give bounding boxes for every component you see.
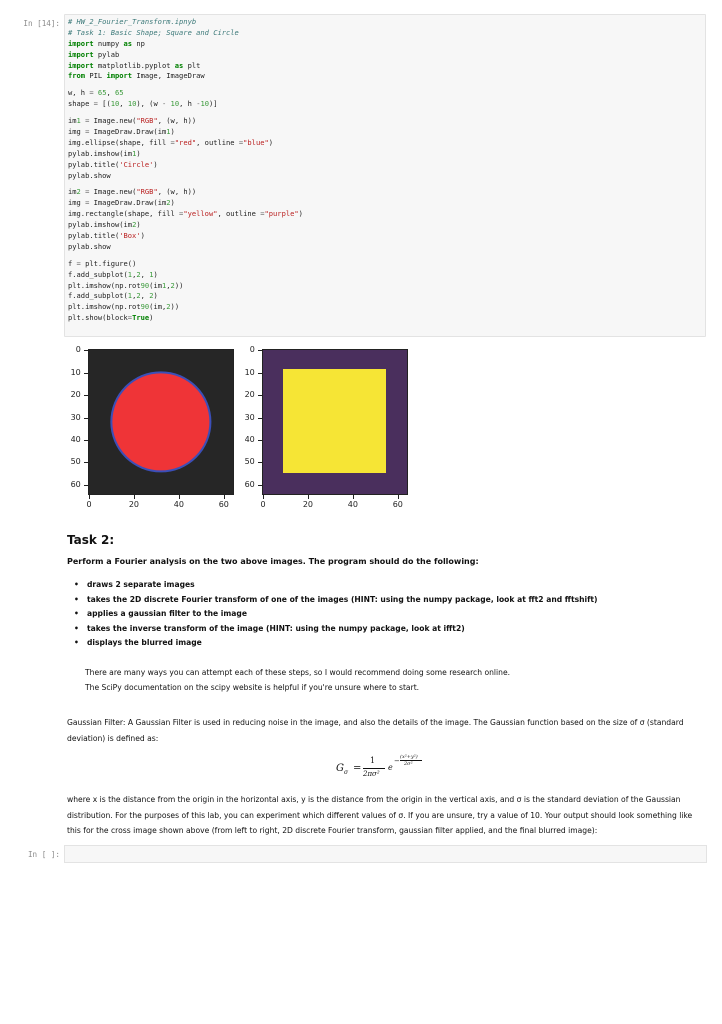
code-line: w, h = 65, 65 xyxy=(68,88,124,98)
x-tick-label: 20 xyxy=(302,500,314,509)
y-tick-label: 50 xyxy=(70,457,81,467)
output-plot-circle xyxy=(60,342,240,517)
circle-image xyxy=(89,350,234,495)
code-line: pylab.imshow(im1) xyxy=(68,148,141,158)
list-item: • takes the inverse transform of the image (HINT: using the numpy package, look at ifft2) xyxy=(72,624,598,639)
code-line: im1 = Image.new("RGB", (w, h)) xyxy=(68,116,197,126)
empty-code-cell[interactable] xyxy=(64,845,707,863)
x-tick xyxy=(89,495,90,499)
y-tick xyxy=(84,395,88,396)
x-tick xyxy=(353,495,354,499)
x-tick xyxy=(263,495,264,499)
code-line: pylab.show xyxy=(68,170,111,180)
code-line: import numpy as np xyxy=(68,38,145,48)
y-tick-label: 50 xyxy=(244,457,255,467)
y-tick xyxy=(258,485,262,486)
y-tick xyxy=(84,418,88,419)
task-bullet-list xyxy=(72,580,598,653)
x-tick-label: 0 xyxy=(86,500,92,509)
cell-prompt: In [14]: xyxy=(23,19,60,28)
list-item: • displays the blurred image xyxy=(72,638,598,653)
y-tick xyxy=(258,350,262,351)
y-tick xyxy=(84,462,88,463)
code-line: shape = [(10, 10), (w - 10, h -10)] xyxy=(68,99,218,109)
empty-cell-prompt: In [ ]: xyxy=(27,850,60,859)
code-line: img = ImageDraw.Draw(im1) xyxy=(68,127,175,137)
code-line: pylab.title('Box') xyxy=(68,231,145,241)
list-item: • applies a gaussian filter to the image xyxy=(72,609,598,624)
y-tick xyxy=(258,462,262,463)
code-line: pylab.title('Circle') xyxy=(68,159,158,169)
code-line: # Task 1: Basic Shape; Square and Circle xyxy=(68,27,239,37)
circle-image-axes xyxy=(88,349,234,495)
x-tick-label: 0 xyxy=(260,500,266,509)
y-tick-label: 0 xyxy=(75,345,81,355)
y-tick xyxy=(258,440,262,441)
y-tick-label: 20 xyxy=(244,390,255,400)
note-line-1: There are many ways you can attempt each of these steps, so I would recommend doing some research online. xyxy=(85,668,511,677)
code-line: # HW_2_Fourier_Transform.ipnyb xyxy=(68,17,197,26)
x-tick xyxy=(308,495,309,499)
y-tick xyxy=(258,418,262,419)
code-line: f.add_subplot(1,2, 2) xyxy=(68,291,158,301)
y-tick-label: 0 xyxy=(249,345,255,355)
y-tick xyxy=(258,373,262,374)
x-tick xyxy=(179,495,180,499)
x-tick-label: 40 xyxy=(347,500,358,509)
x-tick xyxy=(134,495,135,499)
code-editor[interactable] xyxy=(68,17,303,324)
list-item: • draws 2 separate images xyxy=(72,580,598,595)
y-tick xyxy=(258,395,262,396)
code-line: f = plt.figure() xyxy=(68,258,137,268)
y-tick-label: 20 xyxy=(70,390,81,400)
y-tick-label: 60 xyxy=(70,479,81,489)
gaussian-paragraph: Gaussian Filter: A Gaussian Filter is used in reducing noise in the image, and also the details of the image. The Gaussian function based on the size of σ (standard deviation) is defined as: xyxy=(67,718,684,743)
code-line: import matplotlib.pyplot as plt xyxy=(68,60,201,70)
code-line: img.rectangle(shape, fill ="yellow", outline ="purple") xyxy=(68,209,303,219)
y-tick-label: 30 xyxy=(244,412,255,422)
y-tick xyxy=(84,373,88,374)
y-tick-label: 10 xyxy=(70,367,81,377)
x-tick-label: 20 xyxy=(128,500,140,509)
y-tick xyxy=(84,485,88,486)
code-line: plt.imshow(np.rot90(im,2)) xyxy=(68,302,180,312)
code-line: pylab.imshow(im2) xyxy=(68,220,141,230)
y-tick xyxy=(84,440,88,441)
code-line: pylab.show xyxy=(68,241,111,251)
output-plot-box xyxy=(234,342,414,517)
x-tick xyxy=(398,495,399,499)
task-intro: Perform a Fourier analysis on the two above images. The program should do the following: xyxy=(67,557,479,566)
x-tick-label: 60 xyxy=(218,500,229,509)
y-tick xyxy=(84,350,88,351)
x-tick xyxy=(224,495,225,499)
box-image-axes xyxy=(262,349,408,495)
code-line: im2 = Image.new("RGB", (w, h)) xyxy=(68,187,197,197)
task-heading: Task 2: xyxy=(67,533,115,547)
y-tick-label: 30 xyxy=(70,412,81,422)
explanation-paragraph: where x is the distance from the origin in the horizontal axis, y is the distance from the origin in the vertical axis, and σ is the standard deviation of the Gaussian distribution. For the purposes of this lab, you can experiment which different values of σ. If you are unsure, try a value of 10. Your output should look something like this for the cross image shown above (from left to right, 2D discrete Fourier transform, gaussian filter applied, and the final blurred image): xyxy=(67,795,693,835)
y-tick-label: 40 xyxy=(70,434,81,444)
code-line: f.add_subplot(1,2, 1) xyxy=(68,269,158,279)
code-line: import pylab xyxy=(68,49,120,59)
y-tick-label: 10 xyxy=(244,367,255,377)
note-line-2: The SciPy documentation on the scipy website is helpful if you're unsure where to start. xyxy=(85,683,420,692)
code-line: plt.show(block=True) xyxy=(68,313,154,323)
code-line: from PIL import Image, ImageDraw xyxy=(68,71,205,81)
box-image-square xyxy=(283,369,386,473)
x-tick-label: 40 xyxy=(173,500,184,509)
x-tick-label: 60 xyxy=(392,500,403,509)
y-tick-label: 40 xyxy=(244,434,255,444)
code-line: img.ellipse(shape, fill ="red", outline ="blue") xyxy=(68,137,274,147)
code-line: img = ImageDraw.Draw(im2) xyxy=(68,198,175,208)
y-tick-label: 60 xyxy=(244,479,255,489)
code-line: plt.imshow(np.rot90(im1,2)) xyxy=(68,280,184,290)
list-item: • takes the 2D discrete Fourier transform of one of the images (HINT: using the numpy package, look at fft2 and fftshift) xyxy=(72,595,598,610)
